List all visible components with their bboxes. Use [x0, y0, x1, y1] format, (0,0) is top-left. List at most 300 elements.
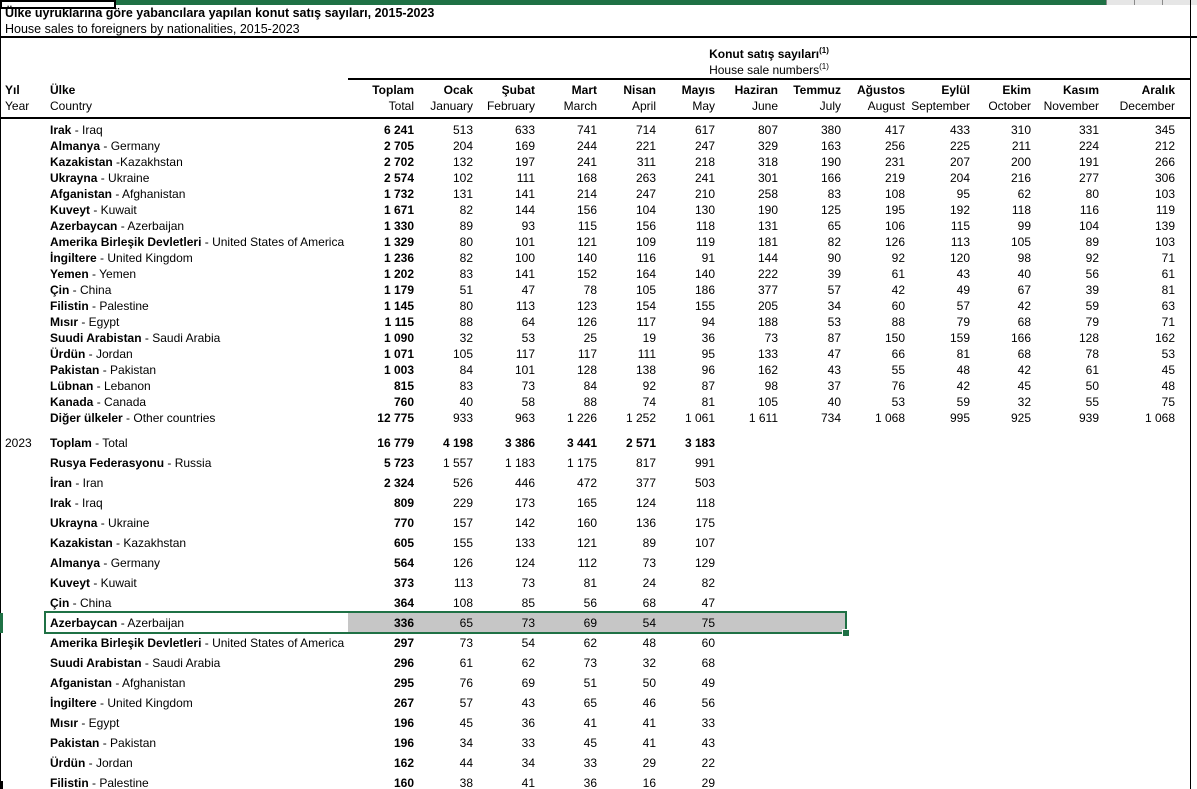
cell-value[interactable]: [1103, 453, 1179, 473]
cell-value[interactable]: 33: [583, 756, 597, 770]
cell-country[interactable]: [45, 330, 348, 346]
cell-value[interactable]: [1035, 733, 1103, 753]
cell-value[interactable]: 112: [577, 556, 597, 570]
cell-value[interactable]: 162: [757, 363, 778, 377]
cell-value[interactable]: 770: [393, 516, 414, 530]
cell-value[interactable]: 1 090: [383, 331, 414, 345]
cell-value[interactable]: 105: [1010, 235, 1031, 249]
cell-value[interactable]: 1 611: [748, 411, 778, 425]
cell-value[interactable]: 117: [577, 347, 597, 361]
cell-value[interactable]: 116: [636, 251, 656, 265]
cell-value[interactable]: 61: [891, 267, 905, 281]
cell-value[interactable]: [719, 553, 782, 573]
cell-year[interactable]: [0, 753, 45, 773]
cell-value[interactable]: [1035, 753, 1103, 773]
cell-value[interactable]: 53: [1161, 347, 1175, 361]
cell-value[interactable]: 160: [576, 516, 597, 530]
cell-value[interactable]: 62: [583, 636, 597, 650]
cell-value[interactable]: 54: [601, 613, 660, 633]
cell-value[interactable]: 126: [576, 315, 597, 329]
cell-value[interactable]: 66: [891, 347, 905, 361]
cell-value[interactable]: [782, 653, 845, 673]
cell-value[interactable]: [1103, 493, 1179, 513]
cell-value[interactable]: 61: [459, 656, 473, 670]
cell-year[interactable]: [0, 250, 45, 266]
cell-value[interactable]: 164: [635, 267, 656, 281]
cell-value[interactable]: [974, 673, 1035, 693]
cell-value[interactable]: 92: [891, 251, 905, 265]
cell-value[interactable]: 57: [827, 283, 841, 297]
cell-value[interactable]: [1035, 573, 1103, 593]
cell-year[interactable]: [0, 154, 45, 170]
cell-value[interactable]: [845, 453, 909, 473]
cell-value[interactable]: 80: [459, 299, 473, 313]
cell-country[interactable]: [45, 362, 348, 378]
cell-value[interactable]: [909, 433, 974, 453]
cell-value[interactable]: [1035, 773, 1103, 789]
cell-value[interactable]: 83: [459, 267, 473, 281]
cell-value[interactable]: [782, 773, 845, 789]
cell-value[interactable]: 115: [950, 219, 970, 233]
cell-value[interactable]: 345: [1154, 123, 1175, 137]
cell-value[interactable]: 81: [583, 576, 597, 590]
cell-value[interactable]: 2 324: [383, 476, 414, 490]
cell-year[interactable]: [0, 673, 45, 693]
cell-value[interactable]: 113: [453, 576, 473, 590]
cell-country[interactable]: [45, 493, 348, 513]
cell-value[interactable]: [719, 573, 782, 593]
cell-value[interactable]: [719, 613, 782, 633]
cell-value[interactable]: 39: [1085, 283, 1099, 297]
cell-value[interactable]: 45: [583, 736, 597, 750]
cell-value[interactable]: 192: [949, 203, 970, 217]
cell-country[interactable]: [45, 653, 348, 673]
cell-value[interactable]: [974, 713, 1035, 733]
cell-country[interactable]: [45, 513, 348, 533]
cell-value[interactable]: 105: [757, 395, 778, 409]
cell-value[interactable]: 73: [521, 379, 535, 393]
cell-value[interactable]: 131: [757, 219, 778, 233]
cell-value[interactable]: 144: [514, 203, 535, 217]
cell-value[interactable]: 19: [642, 331, 656, 345]
cell-value[interactable]: 714: [635, 123, 656, 137]
cell-value[interactable]: 33: [701, 716, 715, 730]
cell-value[interactable]: 16 779: [377, 436, 414, 450]
cell-value[interactable]: [974, 553, 1035, 573]
cell-value[interactable]: 45: [459, 716, 473, 730]
cell-country[interactable]: [45, 250, 348, 266]
cell-value[interactable]: 106: [884, 219, 905, 233]
cell-value[interactable]: [782, 513, 845, 533]
cell-value[interactable]: 190: [820, 155, 841, 169]
cell-value[interactable]: 78: [583, 283, 597, 297]
cell-value[interactable]: [845, 553, 909, 573]
cell-value[interactable]: 1 175: [566, 456, 597, 470]
cell-country[interactable]: [45, 410, 348, 426]
cell-value[interactable]: 82: [827, 235, 841, 249]
cell-value[interactable]: [909, 673, 974, 693]
cell-year[interactable]: [0, 266, 45, 282]
cell-value[interactable]: 297: [393, 636, 414, 650]
cell-value[interactable]: 1 330: [383, 219, 414, 233]
cell-value[interactable]: 188: [757, 315, 778, 329]
cell-country[interactable]: [45, 433, 348, 453]
cell-country[interactable]: [45, 298, 348, 314]
cell-value[interactable]: [719, 653, 782, 673]
cell-value[interactable]: [782, 493, 845, 513]
cell-value[interactable]: 225: [949, 139, 970, 153]
cell-value[interactable]: 79: [956, 315, 970, 329]
cell-value[interactable]: 43: [827, 363, 841, 377]
cell-value[interactable]: 214: [576, 187, 597, 201]
cell-value[interactable]: [719, 513, 782, 533]
cell-value[interactable]: 124: [635, 496, 656, 510]
cell-value[interactable]: 210: [694, 187, 715, 201]
cell-year[interactable]: [0, 218, 45, 234]
cell-value[interactable]: 41: [583, 716, 597, 730]
cell-year[interactable]: [0, 653, 45, 673]
cell-value[interactable]: [845, 633, 909, 653]
cell-value[interactable]: 41: [642, 736, 656, 750]
cell-value[interactable]: 59: [956, 395, 970, 409]
cell-value[interactable]: 34: [459, 736, 473, 750]
cell-year[interactable]: [0, 394, 45, 410]
cell-value[interactable]: 3 386: [504, 436, 535, 450]
cell-value[interactable]: [845, 673, 909, 693]
cell-value[interactable]: 925: [1010, 411, 1031, 425]
cell-value[interactable]: 117: [515, 347, 535, 361]
cell-value[interactable]: 92: [1085, 251, 1099, 265]
cell-value[interactable]: [909, 653, 974, 673]
cell-country[interactable]: [45, 122, 348, 138]
cell-year[interactable]: [0, 513, 45, 533]
cell-value[interactable]: 377: [757, 283, 778, 297]
cell-value[interactable]: 4 198: [442, 436, 473, 450]
cell-value[interactable]: [1035, 593, 1103, 613]
cell-value[interactable]: 40: [1017, 267, 1031, 281]
cell-value[interactable]: 53: [891, 395, 905, 409]
cell-value[interactable]: 99: [1017, 219, 1031, 233]
cell-value[interactable]: 109: [635, 235, 656, 249]
cell-value[interactable]: 82: [459, 203, 473, 217]
cell-value[interactable]: 79: [1085, 315, 1099, 329]
cell-value[interactable]: 128: [1078, 331, 1099, 345]
cell-value[interactable]: 75: [660, 613, 719, 633]
cell-value[interactable]: 51: [583, 676, 597, 690]
cell-value[interactable]: 939: [1078, 411, 1099, 425]
cell-value[interactable]: 68: [1017, 315, 1031, 329]
cell-value[interactable]: [845, 573, 909, 593]
cell-value[interactable]: 53: [827, 315, 841, 329]
cell-value[interactable]: 995: [949, 411, 970, 425]
cell-value[interactable]: [974, 633, 1035, 653]
cell-value[interactable]: [845, 713, 909, 733]
cell-value[interactable]: 417: [884, 123, 905, 137]
cell-value[interactable]: 154: [635, 299, 656, 313]
cell-year[interactable]: [0, 234, 45, 250]
cell-country[interactable]: [45, 753, 348, 773]
cell-value[interactable]: 310: [1010, 123, 1031, 137]
cell-value[interactable]: [782, 473, 845, 493]
cell-value[interactable]: [782, 693, 845, 713]
cell-value[interactable]: 815: [393, 379, 414, 393]
cell-value[interactable]: 132: [452, 155, 473, 169]
cell-year[interactable]: [0, 362, 45, 378]
cell-value[interactable]: 45: [1161, 363, 1175, 377]
cell-value[interactable]: 101: [514, 235, 535, 249]
cell-value[interactable]: 65: [827, 219, 841, 233]
cell-value[interactable]: 82: [459, 251, 473, 265]
cell-value[interactable]: 39: [827, 267, 841, 281]
cell-value[interactable]: 37: [827, 379, 841, 393]
cell-year[interactable]: [0, 573, 45, 593]
cell-value[interactable]: 85: [521, 596, 535, 610]
cell-value[interactable]: 175: [694, 516, 715, 530]
cell-value[interactable]: 3 441: [566, 436, 597, 450]
cell-value[interactable]: 111: [637, 347, 656, 361]
cell-value[interactable]: [845, 613, 909, 633]
cell-value[interactable]: 49: [956, 283, 970, 297]
cell-value[interactable]: 104: [1078, 219, 1099, 233]
cell-value[interactable]: [974, 533, 1035, 553]
cell-value[interactable]: 56: [1085, 267, 1099, 281]
cell-value[interactable]: [1035, 433, 1103, 453]
cell-value[interactable]: [782, 553, 845, 573]
cell-value[interactable]: 364: [393, 596, 414, 610]
cell-value[interactable]: 263: [635, 171, 656, 185]
cell-value[interactable]: 231: [884, 155, 905, 169]
cell-value[interactable]: [845, 773, 909, 789]
cell-value[interactable]: 38: [459, 776, 473, 789]
cell-value[interactable]: 113: [515, 299, 535, 313]
cell-value[interactable]: 331: [1078, 123, 1099, 137]
cell-value[interactable]: 200: [1010, 155, 1031, 169]
cell-value[interactable]: 90: [827, 251, 841, 265]
cell-value[interactable]: 98: [1017, 251, 1031, 265]
cell-country[interactable]: [45, 533, 348, 553]
cell-value[interactable]: [1035, 513, 1103, 533]
cell-value[interactable]: 129: [694, 556, 715, 570]
cell-value[interactable]: 2 705: [383, 139, 414, 153]
cell-value[interactable]: 809: [393, 496, 414, 510]
cell-value[interactable]: [1103, 593, 1179, 613]
cell-value[interactable]: 118: [695, 219, 715, 233]
cell-value[interactable]: [719, 773, 782, 789]
cell-value[interactable]: 42: [891, 283, 905, 297]
cell-value[interactable]: 81: [956, 347, 970, 361]
cell-value[interactable]: 267: [393, 696, 414, 710]
cell-value[interactable]: [909, 753, 974, 773]
cell-value[interactable]: 88: [583, 395, 597, 409]
cell-value[interactable]: 47: [701, 596, 715, 610]
cell-value[interactable]: 160: [393, 776, 414, 789]
cell-value[interactable]: 116: [1079, 203, 1099, 217]
cell-value[interactable]: 1 145: [383, 299, 414, 313]
cell-value[interactable]: 472: [576, 476, 597, 490]
cell-value[interactable]: 65: [583, 696, 597, 710]
cell-value[interactable]: [1103, 633, 1179, 653]
cell-value[interactable]: 119: [1155, 203, 1175, 217]
cell-value[interactable]: [974, 613, 1035, 633]
cell-value[interactable]: 1 115: [384, 315, 414, 329]
cell-value[interactable]: 108: [884, 187, 905, 201]
cell-value[interactable]: 2 702: [383, 155, 414, 169]
cell-country[interactable]: [45, 713, 348, 733]
cell-year[interactable]: [0, 733, 45, 753]
cell-value[interactable]: 564: [393, 556, 414, 570]
cell-value[interactable]: [1103, 693, 1179, 713]
cell-value[interactable]: 47: [521, 283, 535, 297]
cell-value[interactable]: 64: [521, 315, 535, 329]
cell-value[interactable]: 133: [757, 347, 778, 361]
cell-value[interactable]: 1 226: [566, 411, 597, 425]
cell-value[interactable]: [1103, 773, 1179, 789]
cell-value[interactable]: 817: [635, 456, 656, 470]
cell-value[interactable]: 53: [521, 331, 535, 345]
cell-value[interactable]: [719, 593, 782, 613]
cell-value[interactable]: 318: [757, 155, 778, 169]
cell-value[interactable]: 47: [827, 347, 841, 361]
cell-value[interactable]: 433: [949, 123, 970, 137]
cell-year[interactable]: [0, 453, 45, 473]
cell-value[interactable]: 222: [757, 267, 778, 281]
cell-value[interactable]: 155: [694, 299, 715, 313]
cell-value[interactable]: 32: [642, 656, 656, 670]
cell-value[interactable]: 306: [1154, 171, 1175, 185]
cell-value[interactable]: [1035, 633, 1103, 653]
cell-value[interactable]: 329: [757, 139, 778, 153]
cell-value[interactable]: [974, 573, 1035, 593]
cell-country[interactable]: [45, 394, 348, 410]
cell-year[interactable]: [0, 138, 45, 154]
cell-value[interactable]: 166: [820, 171, 841, 185]
cell-value[interactable]: 734: [820, 411, 841, 425]
cell-country[interactable]: [45, 693, 348, 713]
cell-value[interactable]: 218: [694, 155, 715, 169]
cell-value[interactable]: 81: [1161, 283, 1175, 297]
cell-year[interactable]: [0, 170, 45, 186]
cell-year[interactable]: [0, 298, 45, 314]
cell-value[interactable]: 29: [701, 776, 715, 789]
cell-value[interactable]: 29: [642, 756, 656, 770]
cell-value[interactable]: 80: [459, 235, 473, 249]
cell-value[interactable]: [909, 733, 974, 753]
cell-value[interactable]: 133: [514, 536, 535, 550]
cell-value[interactable]: [909, 693, 974, 713]
cell-value[interactable]: 89: [642, 536, 656, 550]
cell-value[interactable]: 73: [477, 613, 539, 633]
cell-value[interactable]: 503: [694, 476, 715, 490]
cell-value[interactable]: 25: [583, 331, 597, 345]
cell-value[interactable]: 108: [452, 596, 473, 610]
cell-value[interactable]: 73: [459, 636, 473, 650]
cell-value[interactable]: [909, 633, 974, 653]
cell-value[interactable]: [909, 593, 974, 613]
cell-value[interactable]: 277: [1078, 171, 1099, 185]
cell-value[interactable]: 49: [701, 676, 715, 690]
cell-value[interactable]: 95: [701, 347, 715, 361]
cell-value[interactable]: 46: [642, 696, 656, 710]
cell-value[interactable]: [782, 453, 845, 473]
cell-value[interactable]: 760: [393, 395, 414, 409]
cell-value[interactable]: 81: [701, 395, 715, 409]
cell-year[interactable]: [0, 553, 45, 573]
cell-value[interactable]: 241: [576, 155, 597, 169]
cell-value[interactable]: 181: [757, 235, 778, 249]
cell-value[interactable]: [719, 673, 782, 693]
cell-value[interactable]: 104: [635, 203, 656, 217]
cell-value[interactable]: 741: [576, 123, 597, 137]
cell-value[interactable]: 125: [820, 203, 841, 217]
cell-value[interactable]: 91: [701, 251, 715, 265]
cell-value[interactable]: [719, 493, 782, 513]
cell-value[interactable]: 6 241: [383, 123, 414, 137]
cell-value[interactable]: 103: [1154, 187, 1175, 201]
cell-country[interactable]: [45, 633, 348, 653]
cell-value[interactable]: [1103, 653, 1179, 673]
cell-value[interactable]: 219: [884, 171, 905, 185]
selection-fill-handle[interactable]: [842, 629, 850, 637]
cell-value[interactable]: [974, 653, 1035, 673]
cell-year[interactable]: [0, 122, 45, 138]
cell-value[interactable]: 16: [642, 776, 656, 789]
cell-value[interactable]: 155: [452, 536, 473, 550]
cell-value[interactable]: 526: [452, 476, 473, 490]
cell-value[interactable]: 446: [514, 476, 535, 490]
cell-value[interactable]: 5 723: [383, 456, 414, 470]
cell-value[interactable]: 68: [1017, 347, 1031, 361]
cell-value[interactable]: [1103, 613, 1179, 633]
cell-value[interactable]: 1 003: [383, 363, 414, 377]
cell-value[interactable]: 138: [635, 363, 656, 377]
cell-value[interactable]: 139: [1154, 219, 1175, 233]
cell-value[interactable]: 120: [949, 251, 970, 265]
cell-value[interactable]: [719, 713, 782, 733]
cell-value[interactable]: 61: [1161, 267, 1175, 281]
cell-value[interactable]: [719, 633, 782, 653]
cell-value[interactable]: 617: [694, 123, 715, 137]
cell-year[interactable]: [0, 410, 45, 426]
cell-value[interactable]: 221: [635, 139, 656, 153]
cell-value[interactable]: [845, 513, 909, 533]
cell-value[interactable]: 1 068: [874, 411, 905, 425]
cell-value[interactable]: 76: [891, 379, 905, 393]
cell-value[interactable]: 1 252: [625, 411, 656, 425]
cell-value[interactable]: 1 732: [383, 187, 414, 201]
cell-country[interactable]: [45, 573, 348, 593]
cell-value[interactable]: [1103, 473, 1179, 493]
cell-value[interactable]: 247: [635, 187, 656, 201]
cell-country[interactable]: [45, 138, 348, 154]
cell-value[interactable]: 71: [1161, 315, 1175, 329]
cell-value[interactable]: 196: [393, 736, 414, 750]
cell-value[interactable]: 84: [583, 379, 597, 393]
cell-value[interactable]: [974, 773, 1035, 789]
cell-value[interactable]: 121: [576, 536, 597, 550]
cell-value[interactable]: 205: [757, 299, 778, 313]
cell-value[interactable]: 24: [642, 576, 656, 590]
cell-value[interactable]: 71: [1161, 251, 1175, 265]
cell-value[interactable]: 131: [452, 187, 473, 201]
cell-value[interactable]: 256: [884, 139, 905, 153]
cell-value[interactable]: [1035, 453, 1103, 473]
cell-value[interactable]: 59: [1085, 299, 1099, 313]
cell-value[interactable]: [1035, 693, 1103, 713]
cell-value[interactable]: [1103, 513, 1179, 533]
cell-country[interactable]: [45, 473, 348, 493]
cell-value[interactable]: 57: [459, 696, 473, 710]
cell-value[interactable]: 84: [459, 363, 473, 377]
